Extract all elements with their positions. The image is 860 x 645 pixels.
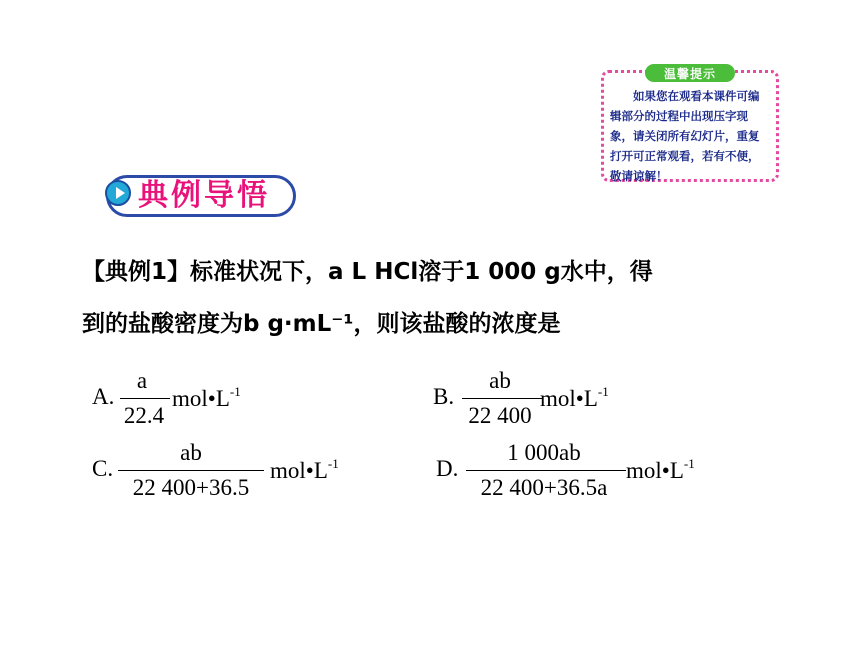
tip-title: 温馨提示 <box>663 66 716 81</box>
option-b-label: B. <box>433 384 455 409</box>
option-b-fraction-bar <box>462 398 542 399</box>
question-line-1: 【典例1】标准状况下，a L HCl溶于1 000 g水中，得 <box>82 259 653 285</box>
option-d-denominator: 22 400+36.5a <box>480 475 608 500</box>
option-c-label: C. <box>92 456 114 481</box>
tip-title-badge <box>645 64 735 82</box>
option-c-fraction-bar <box>118 470 264 471</box>
question-line-2: 到的盐酸密度为b g·mL⁻¹，则该盐酸的浓度是 <box>82 311 561 337</box>
option-d-unit <box>626 456 695 484</box>
option-d-unit-text: mol•L <box>626 458 684 483</box>
option-a-unit-text: mol•L <box>172 386 230 411</box>
option-c-unit-exp: -1 <box>327 456 339 471</box>
option-d-label: D. <box>436 456 459 481</box>
option-a-fraction-bar <box>120 398 170 399</box>
play-icon <box>105 180 131 206</box>
option-c-denominator: 22 400+36.5 <box>132 475 250 500</box>
option-b-denominator: 22 400 <box>468 403 532 428</box>
option-a-label: A. <box>92 384 115 409</box>
option-d-unit-exp: -1 <box>683 456 695 471</box>
option-c-unit <box>270 456 339 484</box>
option-b-numerator: ab <box>489 368 511 393</box>
option-c-unit-text: mol•L <box>270 458 328 483</box>
option-a-denominator: 22.4 <box>123 403 165 428</box>
option-a-unit-exp: -1 <box>229 384 241 399</box>
option-d-numerator: 1 000ab <box>507 440 581 465</box>
option-b-unit <box>540 384 609 412</box>
option-a-numerator: a <box>136 368 148 393</box>
option-a-unit <box>172 384 241 412</box>
option-b-unit-exp: -1 <box>597 384 609 399</box>
option-b-unit-text: mol•L <box>540 386 598 411</box>
option-d-fraction-bar <box>466 470 626 471</box>
tip-text: 如果您在观看本课件可编辑部分的过程中出现压字现象，请关闭所有幻灯片，重复打开可正常观看，若有不便，敬请谅解！ <box>610 89 760 183</box>
section-title: 典例导悟 <box>138 178 270 213</box>
option-c-numerator: ab <box>180 440 202 465</box>
